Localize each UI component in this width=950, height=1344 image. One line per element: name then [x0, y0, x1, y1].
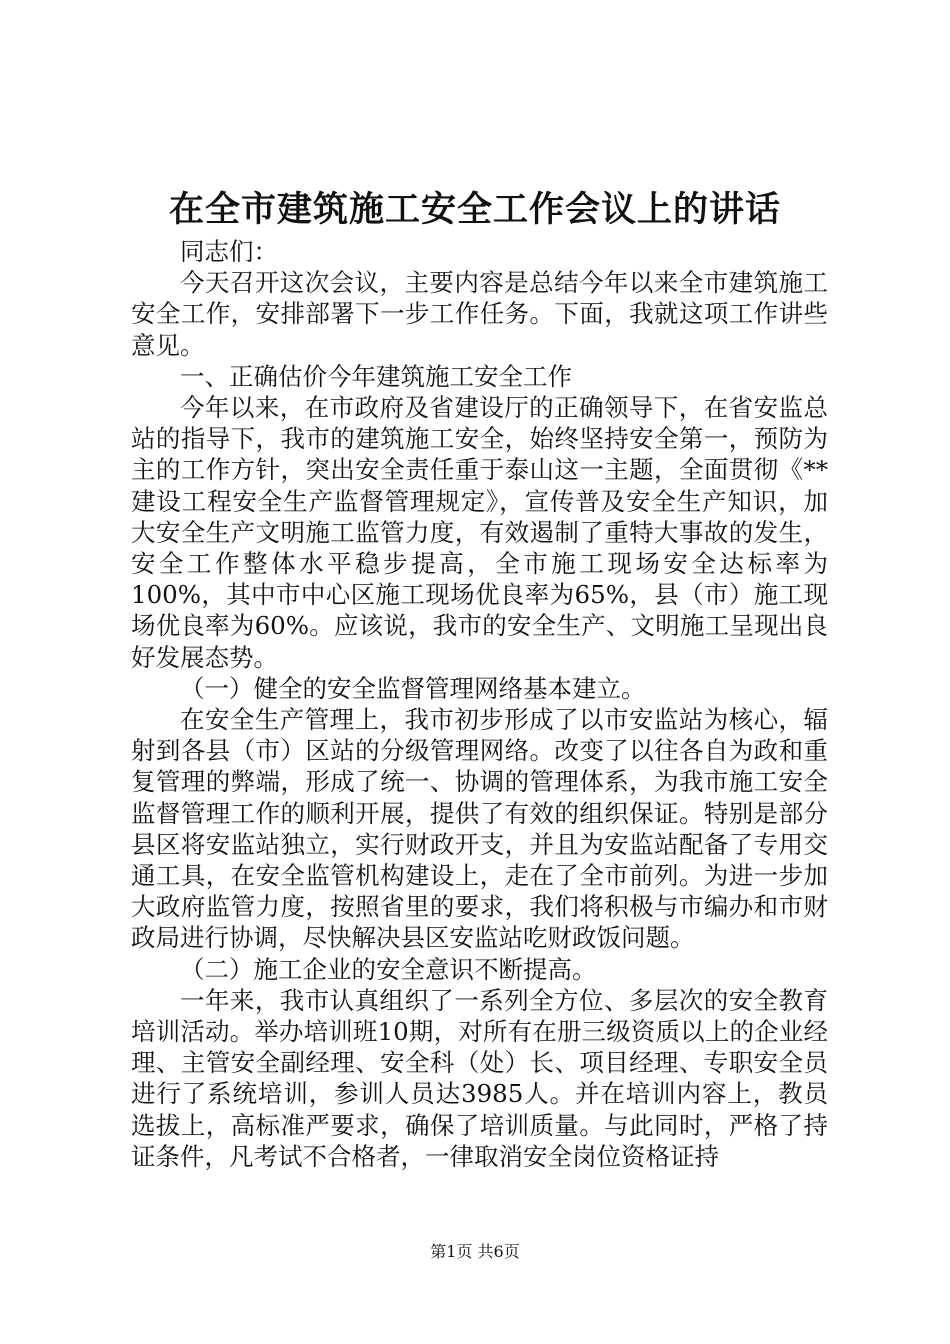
document-body — [131, 236, 828, 1172]
page-title: 在全市建筑施工安全工作会议上的讲话 — [168, 189, 781, 230]
section-heading-1: 一、正确估价今年建筑施工安全工作 — [180, 361, 572, 391]
page-footer: 第1页 共6页 — [430, 1242, 520, 1261]
body-paragraph: 今年以来，在市政府及省建设厅的正确领导下，在省安监总站的指导下，我市的建筑施工安全，始终坚持安全第一，预防为主的工作方针，突出安全责任重于泰山这一主题，全面贯彻《**建设工程安全生产监督管理规定》，宣传普及安全生产知识，加大安全生产文明施工监管力度，有效遏制了重特大事故的发生，安全工作整体水平稳步提高，全市施工现场安全达标率为100%，其中市中心区施工现场优良率为65%，县（市）施工现场优良率为60%。应该说，我市的安全生产、文明施工呈现出良好发展态势。 — [131, 393, 828, 672]
salutation: 同志们： — [180, 237, 278, 266]
subsection-heading-1: （一）健全的安全监督管理网络基本建立。 — [180, 673, 646, 703]
body-paragraph: 一年来，我市认真组织了一系列全方位、多层次的安全教育培训活动。举办培训班10期，对所有在册三级资质以上的企业经理、主管安全副经理、安全科（处）长、项目经理、专职安全员进行了系统培训，参训人员达3985人。并在培训内容上，教员选拔上，高标准严要求，确保了培训质量。与此同时，严格了持证条件，凡考试不合格者，一律取消安全岗位资格证持 — [131, 985, 828, 1171]
body-paragraph: 在安全生产管理上，我市初步形成了以市安监站为核心，辐射到各县（市）区站的分级管理网络。改变了以往各自为政和重复管理的弊端，形成了统一、协调的管理体系，为我市施工安全监督管理工作的顺利开展，提供了有效的组织保证。特别是部分县区将安监站独立，实行财政开支，并且为安监站配备了专用交通工具，在安全监管机构建设上，走在了全市前列。为进一步加大政府监管力度，按照省里的要求，我们将积极与市编办和市财政局进行协调，尽快解决县区安监站吃财政饭问题。 — [131, 705, 828, 953]
intro-paragraph: 今天召开这次会议，主要内容是总结今年以来全市建筑施工安全工作，安排部署下一步工作任务。下面，我就这项工作讲些意见。 — [131, 268, 828, 360]
subsection-heading-2: （二）施工企业的安全意识不断提高。 — [180, 954, 597, 984]
